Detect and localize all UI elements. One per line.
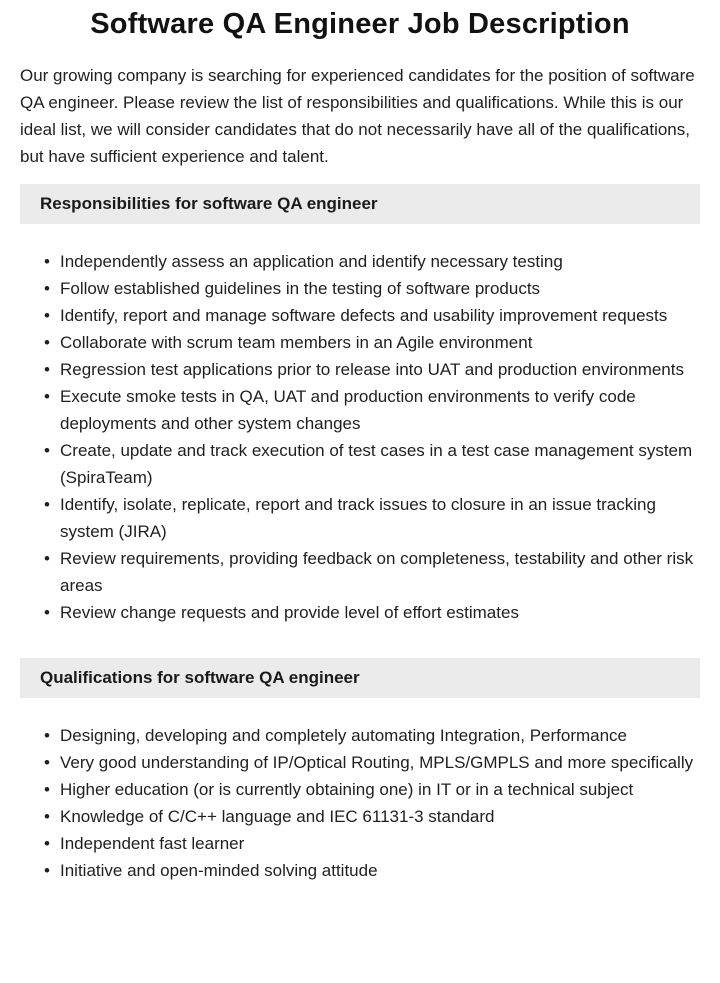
list-item: • Independently assess an application and identify necessary testing: [60, 248, 700, 275]
list-item: • Identify, isolate, replicate, report and track issues to closure in an issue tracking system (JIRA): [60, 491, 700, 545]
list-item: • Collaborate with scrum team members in an Agile environment: [60, 329, 700, 356]
qualifications-heading: Qualifications for software QA engineer: [40, 668, 360, 687]
list-item: • Higher education (or is currently obtaining one) in IT or in a technical subject: [60, 776, 700, 803]
list-item: • Knowledge of C/C++ language and IEC 61131-3 standard: [60, 803, 700, 830]
list-item: • Review requirements, providing feedback on completeness, testability and other risk areas: [60, 545, 700, 599]
responsibilities-list: [20, 224, 700, 644]
qualifications-section-header: [20, 658, 700, 698]
responsibilities-heading: Responsibilities for software QA engineer: [40, 194, 378, 213]
list-item: • Independent fast learner: [60, 830, 700, 857]
list-item: • Designing, developing and completely automating Integration, Performance: [60, 722, 700, 749]
job-description-page: [0, 7, 720, 902]
list-item: • Initiative and open-minded solving attitude: [60, 857, 700, 884]
list-item: • Review change requests and provide level of effort estimates: [60, 599, 700, 626]
list-item: • Follow established guidelines in the testing of software products: [60, 275, 700, 302]
responsibilities-section-header: [20, 184, 700, 224]
list-item: • Identify, report and manage software defects and usability improvement requests: [60, 302, 700, 329]
list-item: • Regression test applications prior to release into UAT and production environments: [60, 356, 700, 383]
page-title: Software QA Engineer Job Description: [90, 8, 630, 40]
list-item: • Very good understanding of IP/Optical Routing, MPLS/GMPLS and more specifically: [60, 749, 700, 776]
list-item: • Execute smoke tests in QA, UAT and production environments to verify code deployments and other system changes: [60, 383, 700, 437]
qualifications-list: [20, 698, 700, 902]
intro-paragraph: Our growing company is searching for experienced candidates for the position of software QA engineer. Please review the list of responsibilities and qualifications. While this is our ideal list, we will consider candidates that do not necessarily have all of the qualifications, but have sufficient experience and talent.: [20, 66, 695, 166]
list-item: • Create, update and track execution of test cases in a test case management system (SpiraTeam): [60, 437, 700, 491]
